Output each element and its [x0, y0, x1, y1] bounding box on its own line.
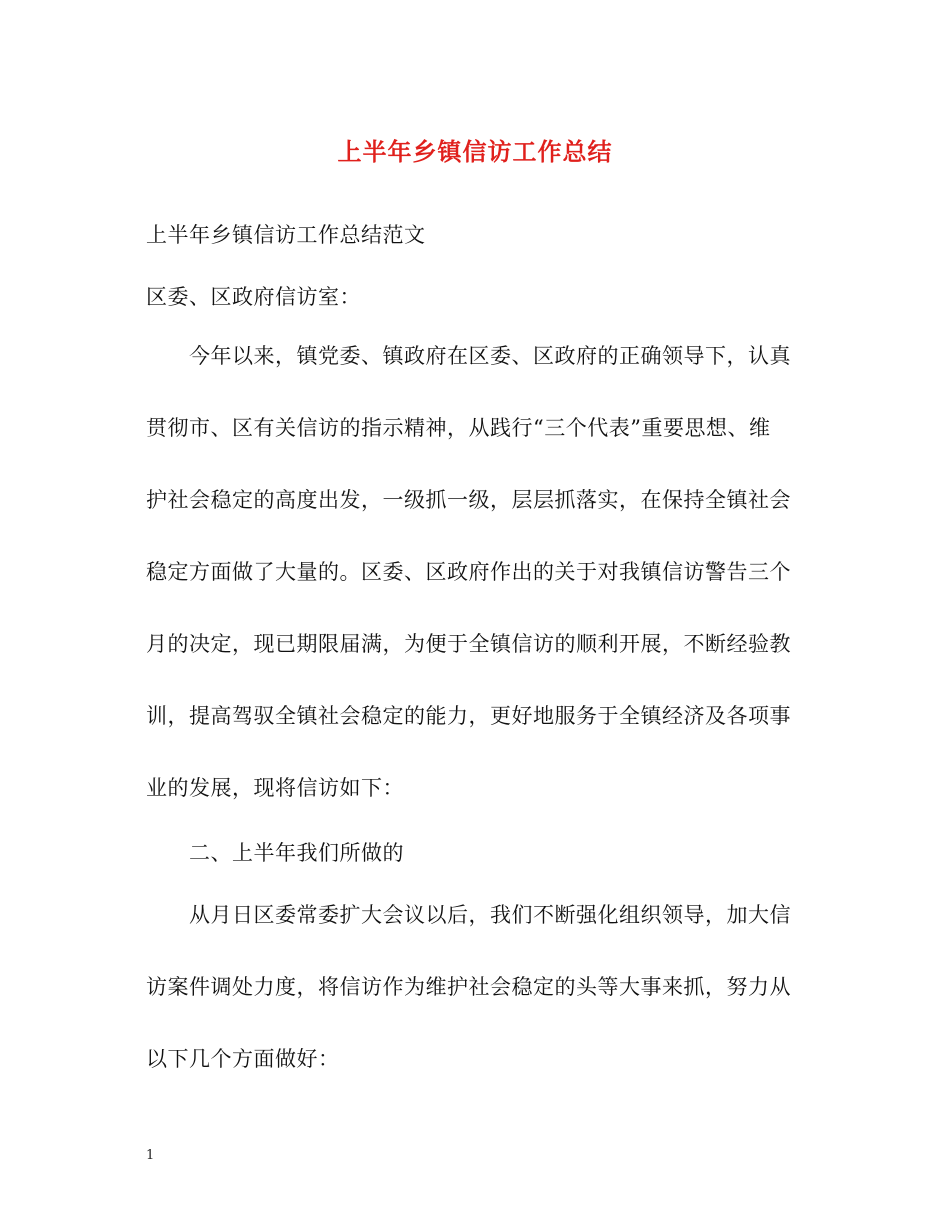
paragraph-line: 从月日区委常委扩大会议以后，我们不断强化组织领导，加大信	[189, 903, 791, 927]
paragraph-line: 业的发展，现将信访如下：	[146, 776, 404, 800]
paragraph-line: 训，提高驾驭全镇社会稳定的能力，更好地服务于全镇经济及各项事	[146, 704, 791, 728]
document-title: 上半年乡镇信访工作总结	[337, 137, 613, 166]
page-number: 1	[146, 1148, 155, 1163]
section-heading: 二、上半年我们所做的	[189, 841, 404, 865]
paragraph-line: 访案件调处力度，将信访作为维护社会稳定的头等大事来抓，努力从	[146, 975, 791, 999]
paragraph-line: 稳定方面做了大量的。区委、区政府作出的关于对我镇信访警告三个	[146, 560, 791, 584]
paragraph-line: 月的决定，现已期限届满，为便于全镇信访的顺利开展，不断经验教	[146, 632, 791, 656]
document-subtitle: 上半年乡镇信访工作总结范文	[146, 223, 426, 247]
paragraph-line: 护社会稳定的高度出发，一级抓一级，层层抓落实，在保持全镇社会	[146, 488, 791, 512]
paragraph-line: 今年以来，镇党委、镇政府在区委、区政府的正确领导下，认真	[189, 344, 791, 368]
paragraph-line: 贯彻市、区有关信访的指示精神，从践行“三个代表”重要思想、维	[146, 416, 771, 440]
paragraph-line: 以下几个方面做好：	[146, 1047, 340, 1071]
salutation: 区委、区政府信访室：	[146, 285, 361, 309]
